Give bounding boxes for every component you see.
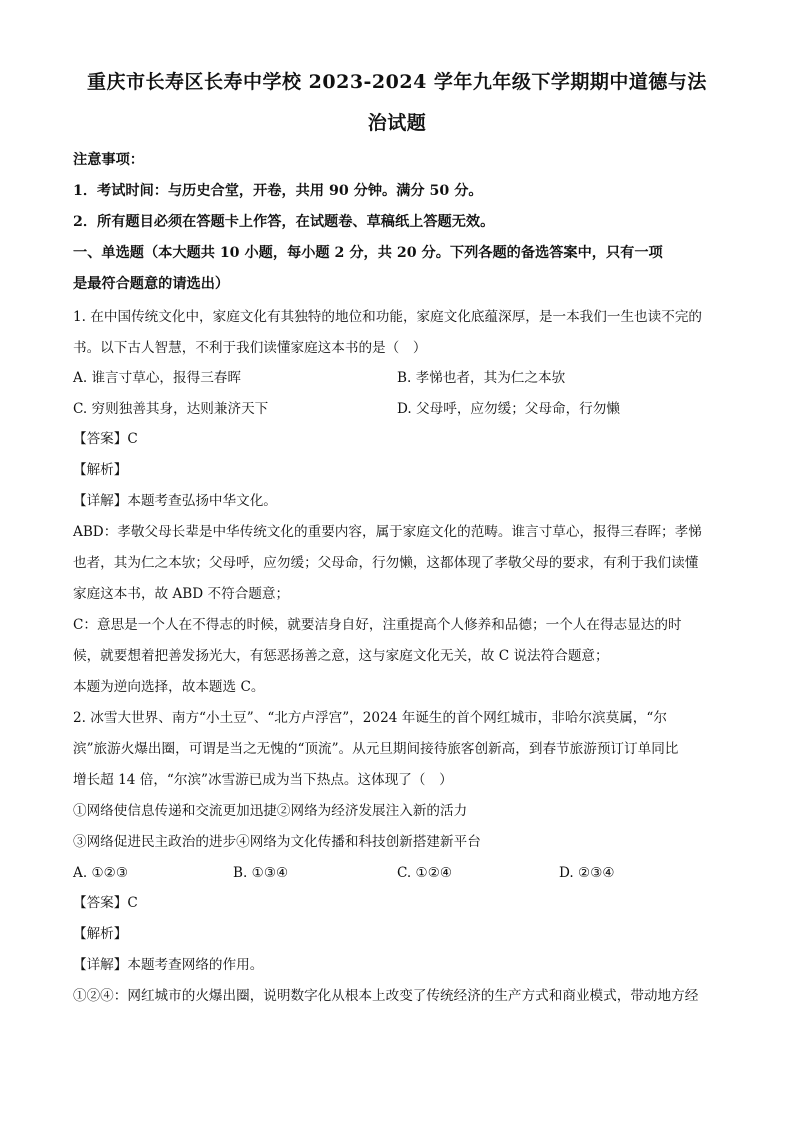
q1-detail: 【详解】本题考查弘扬中华文化。 bbox=[73, 493, 277, 509]
q2-detail: 【详解】本题考查网络的作用。 bbox=[73, 957, 264, 973]
q2-statement-line2: ③网络促进民主政治的进步④网络为文化传播和科技创新搭建新平台 bbox=[73, 834, 481, 850]
q2-analysis-label: 【解析】 bbox=[73, 926, 128, 942]
q2-option-a: A. ①②③ bbox=[73, 865, 129, 881]
q2-explanation-line1: ①②④：网红城市的火爆出圈，说明数字化从根本上改变了传统经济的生产方式和商业模式，带动地方经 bbox=[73, 988, 699, 1004]
q2-statement-line1: ①网络使信息传递和交流更加迅捷②网络为经济发展注入新的活力 bbox=[73, 803, 468, 819]
q2-option-d: D. ②③④ bbox=[559, 865, 615, 881]
q1-option-b: B. 孝悌也者，其为仁之本欤 bbox=[397, 370, 566, 386]
q1-explanation-line5: 候，就要想着把善发扬光大，有惩恶扬善之意，这与家庭文化无关，故 C 说法符合题意； bbox=[73, 648, 609, 664]
q1-explanation-line1: ABD：孝敬父母长辈是中华传统文化的重要内容，属于家庭文化的范畴。谁言寸草心，报得三春晖；孝悌 bbox=[73, 524, 702, 540]
q1-option-d: D. 父母呼，应勿缓；父母命，行勿懒 bbox=[397, 401, 620, 417]
q2-stem-line1: 2. 冰雪大世界、南方“小土豆”、“北方卢浮宫”，2024 年诞生的首个网红城市，非哈尔滨莫属，“尔 bbox=[73, 710, 667, 726]
q2-stem-line3: 增长超 14 倍，“尔滨”冰雪游已成为当下热点。这体现了（ ） bbox=[73, 772, 453, 788]
notice-item-2: 2．所有题目必须在答题卡上作答，在试题卷、草稿纸上答题无效。 bbox=[73, 214, 495, 230]
q1-explanation-line4: C：意思是一个人在不得志的时候，就要洁身自好，注重提高个人修养和品德；一个人在得志显达的时 bbox=[73, 617, 682, 633]
page-title-line2: 治试题 bbox=[367, 112, 427, 134]
q1-option-c: C. 穷则独善其身，达则兼济天下 bbox=[73, 401, 269, 417]
q2-option-b: B. ①③④ bbox=[233, 865, 289, 881]
q2-answer: 【答案】C bbox=[73, 895, 138, 911]
q1-explanation-line6: 本题为逆向选择，故本题选 C。 bbox=[73, 679, 265, 695]
q1-option-a: A. 谁言寸草心，报得三春晖 bbox=[73, 370, 241, 386]
q1-analysis-label: 【解析】 bbox=[73, 462, 128, 478]
section-heading-line1: 一、单选题（本大题共 10 小题，每小题 2 分，共 20 分。下列各题的备选答案中，只有一项 bbox=[73, 245, 663, 261]
q2-option-c: C. ①②④ bbox=[397, 865, 453, 881]
q1-explanation-line3: 家庭这本书，故 ABD 不符合题意； bbox=[73, 586, 290, 602]
q2-stem-line2: 滨”旅游火爆出圈，可谓是当之无愧的“顶流”。从元旦期间接待旅客创新高，到春节旅游预订订单同比 bbox=[73, 741, 679, 757]
q1-answer: 【答案】C bbox=[73, 431, 138, 447]
section-heading-line2: 是最符合题意的请选出） bbox=[73, 276, 230, 292]
q1-stem-line1: 1. 在中国传统文化中，家庭文化有其独特的地位和功能，家庭文化底蕴深厚，是一本我们一生也读不完的 bbox=[73, 309, 703, 325]
q1-stem-line2: 书。以下古人智慧，不利于我们读懂家庭这本书的是（ ） bbox=[73, 340, 427, 356]
notice-heading: 注意事项： bbox=[73, 152, 144, 168]
page-title-line1: 重庆市长寿区长寿中学校 2023-2024 学年九年级下学期期中道德与法 bbox=[87, 71, 707, 93]
notice-item-1: 1．考试时间：与历史合堂，开卷，共用 90 分钟。满分 50 分。 bbox=[73, 183, 483, 199]
q1-explanation-line2: 也者，其为仁之本欤；父母呼，应勿缓；父母命，行勿懒，这都体现了孝敬父母的要求，有利于我们读懂 bbox=[73, 555, 699, 571]
